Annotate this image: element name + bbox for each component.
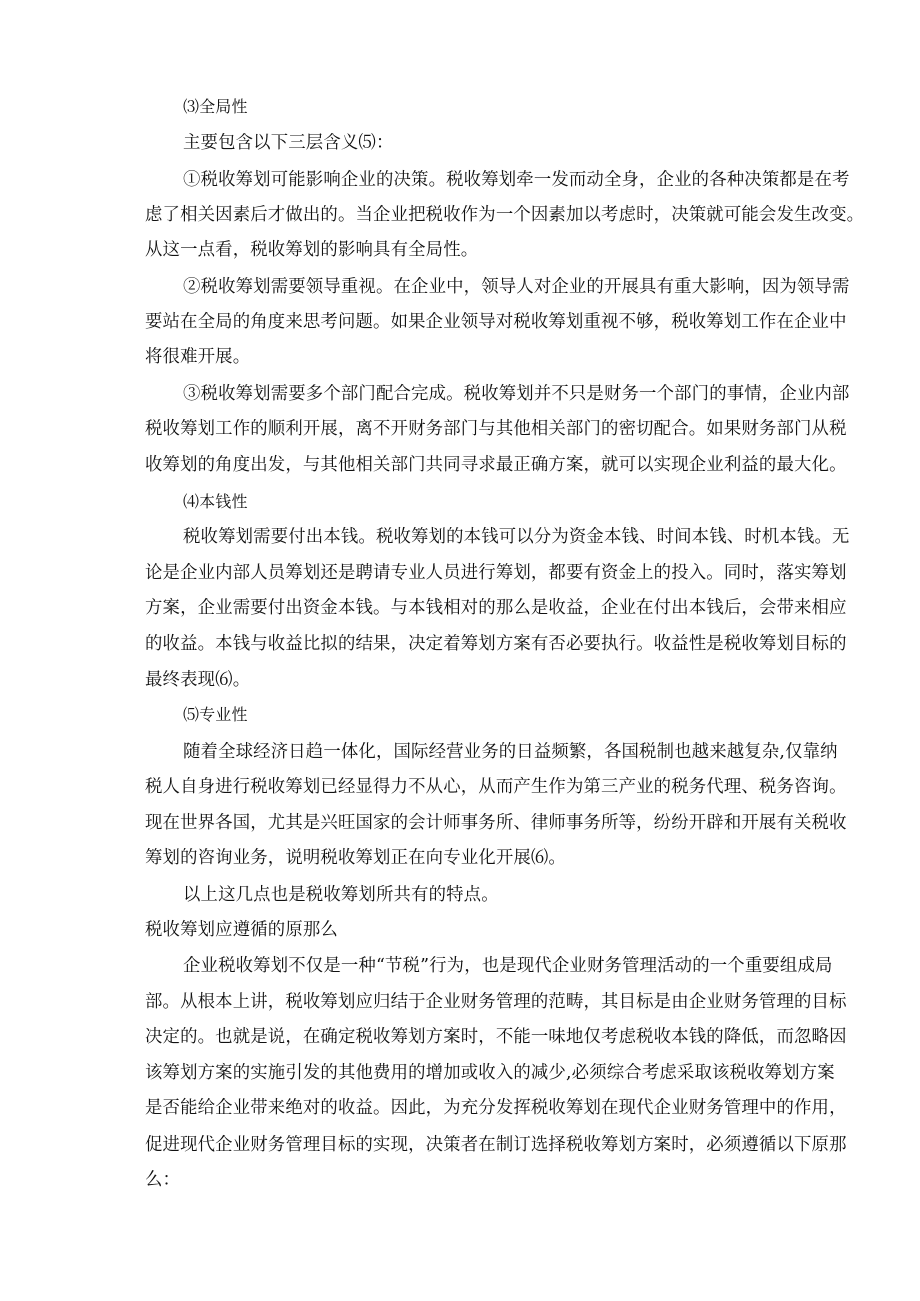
paragraph-line: 促进现代企业财务管理目标的实现，决策者在制订选择税收筹划方案时，必须遵循以下原那: [145, 1135, 847, 1155]
heading-professional: ⑸专业性: [183, 705, 248, 724]
paragraph-line: 方案，企业需要付出资金本钱。与本钱相对的那么是收益，企业在付出本钱后，会带来相应: [145, 598, 847, 618]
paragraph-line: 随着全球经济日趋一体化，国际经营业务的日益频繁，各国税制也越来越复杂,仅靠纳: [183, 742, 838, 762]
paragraph-line: 税收筹划需要付出本钱。税收筹划的本钱可以分为资金本钱、时间本钱、时机本钱。无: [183, 527, 850, 547]
paragraph-line: 论是企业内部人员筹划还是聘请专业人员进行筹划，都要有资金上的投入。同时，落实筹划: [145, 563, 847, 583]
paragraph-line: 么：: [145, 1170, 181, 1190]
heading-cost: ⑷本钱性: [183, 492, 248, 511]
paragraph-line: 以上这几点也是税收筹划所共有的特点。: [183, 885, 499, 905]
paragraph-line: 将很难开展。: [145, 347, 251, 367]
paragraph-line: 是否能给企业带来绝对的收益。因此，为充分发挥税收筹划在现代企业财务管理中的作用，: [145, 1098, 847, 1118]
paragraph-line: ①税收筹划可能影响企业的决策。税收筹划牵一发而动全身，企业的各种决策都是在考: [183, 170, 850, 190]
heading-global: ⑶全局性: [183, 97, 248, 116]
paragraph-line: ②税收筹划需要领导重视。在企业中，领导人对企业的开展具有重大影响，因为领导需: [183, 277, 850, 297]
paragraph-line: 虑了相关因素后才做出的。当企业把税收作为一个因素加以考虑时，决策就可能会发生改变。: [145, 205, 865, 225]
paragraph-line: 要站在全局的角度来思考问题。如果企业领导对税收筹划重视不够，税收筹划工作在企业中: [145, 312, 847, 332]
paragraph-line: 部。从根本上讲，税收筹划应归结于企业财务管理的范畴，其目标是由企业财务管理的目标: [145, 992, 847, 1012]
paragraph-line: 最终表现⑹。: [145, 670, 251, 690]
paragraph-line: 税人自身进行税收筹划已经显得力不从心，从而产生作为第三产业的税务代理、税务咨询。: [145, 777, 847, 797]
paragraph-line: 的收益。本钱与收益比拟的结果，决定着筹划方案有否必要执行。收益性是税收筹划目标的: [145, 634, 847, 654]
paragraph-line: 税收筹划工作的顺利开展，离不开财务部门与其他相关部门的密切配合。如果财务部门从税: [145, 419, 847, 439]
paragraph-line: 从这一点看，税收筹划的影响具有全局性。: [145, 240, 479, 260]
paragraph-line: 该筹划方案的实施引发的其他费用的增加或收入的减少,必须综合考虑采取该税收筹划方案: [145, 1063, 835, 1083]
section-heading: 税收筹划应遵循的原那么: [145, 920, 338, 940]
paragraph-line: 筹划的咨询业务，说明税收筹划正在向专业化开展⑹。: [145, 848, 566, 868]
paragraph-line: 收筹划的角度出发，与其他相关部门共同寻求最正确方案，就可以实现企业利益的最大化。: [145, 455, 847, 475]
paragraph-line: 主要包含以下三层含义⑸：: [183, 133, 394, 153]
paragraph-line: 现在世界各国，尤其是兴旺国家的会计师事务所、律师事务所等，纷纷开辟和开展有关税收: [145, 813, 847, 833]
paragraph-line: 企业税收筹划不仅是一种“节税”行为，也是现代企业财务管理活动的一个重要组成局: [183, 956, 833, 976]
paragraph-line: 决定的。也就是说，在确定税收筹划方案时，不能一味地仅考虑税收本钱的降低，而忽略因: [145, 1027, 847, 1047]
paragraph-line: ③税收筹划需要多个部门配合完成。税收筹划并不只是财务一个部门的事情，企业内部: [183, 384, 850, 404]
